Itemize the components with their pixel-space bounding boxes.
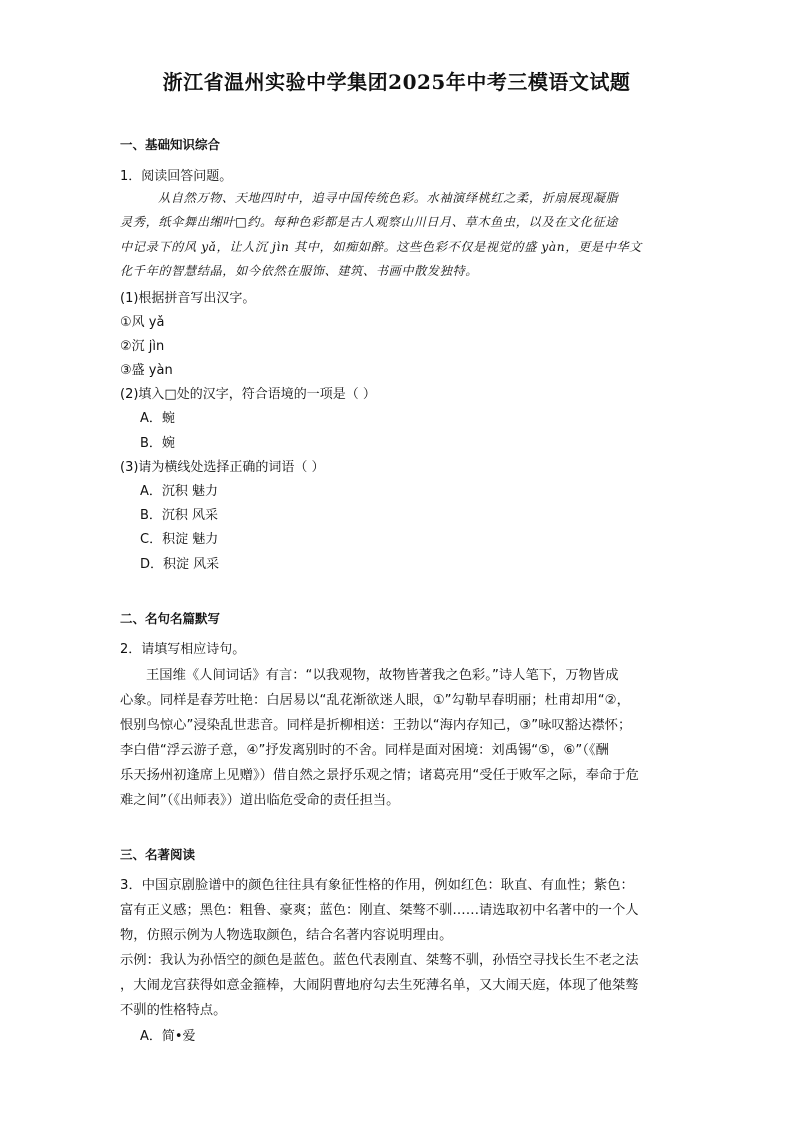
question-1-stem: 1．阅读回答问题。 [120,169,233,184]
q3-para-line-4: 示例：我认为孙悟空的颜色是蓝色。蓝色代表刚直、桀骜不驯，孙悟空寻找长生不老之法 [120,953,639,968]
sub3-option-a: A．沉积 魅力 [140,484,219,499]
passage-line-2: 灵秀，纸伞舞出缃叶□约。每种色彩都是古人观察山川日月、草木鱼虫，以及在文化征途 [120,215,619,229]
pinyin-item-2: ②沉 jìn [120,339,165,354]
q3-para-line-5: ，大闹龙宫获得如意金箍棒，大闹阴曹地府勾去生死薄名单，又大闹天庭，体现了他桀骜 [120,978,639,993]
q2-para-line-1: 王国维《人间词话》有言：“以我观物，故物皆著我之色彩。”诗人笔下，万物皆成 [146,668,619,683]
passage-line-1: 从自然万物、天地四时中，追寻中国传统色彩。水袖演绎桃红之柔，折扇展现凝脂 [158,191,619,205]
sub2-option-b: B．婉 [140,436,175,451]
pinyin-item-1: ①风 yǎ [120,315,165,330]
q2-para-line-4: 李白借“浮云游子意，④”抒发离别时的不舍。同样是面对困境：刘禹锡“⑤，⑥”（《酬 [120,743,609,758]
q2-para-line-3: 恨别鸟惊心”浸染乱世悲音。同样是折柳相送：王勃以“海内存知己，③”咏叹豁达襟怀； [120,718,632,733]
q3-para-line-3: 物，仿照示例为人物选取颜色，结合名著内容说明理由。 [120,928,453,943]
section-heading-1: 一、基础知识综合 [120,137,221,152]
q3-para-line-1: 3．中国京剧脸谱中的颜色往往具有象征性格的作用，例如红色：耿直、有血性；紫色： [120,878,634,893]
sub3-option-b: B．沉积 风采 [140,508,219,523]
sub3-option-c: C．积淀 魅力 [140,532,219,547]
section-heading-3: 三、名著阅读 [120,847,196,862]
sub2-option-a: A．蜿 [140,411,175,426]
question-2-stem: 2．请填写相应诗句。 [120,642,246,657]
q2-para-line-5: 乐天扬州初逢席上见赠》）借自然之景抒乐观之情；诸葛亮用“受任于败军之际，奉命于危 [120,768,639,783]
q3-para-line-2: 富有正义感；黑色：粗鲁、豪爽；蓝色：刚直、桀骜不驯……请选取初中名著中的一个人 [120,903,639,918]
passage-line-3: 中记录下的风 yǎ，让人沉 jìn 其中，如痴如醉。这些色彩不仅是视觉的盛 yàn，更是中华文 [120,240,642,254]
q3-option-a: A．简•爱 [140,1029,196,1044]
q2-para-line-6: 难之间”（《出师表》）道出临危受命的责任担当。 [120,793,400,808]
q2-para-line-2: 心象。同样是春芳吐艳：白居易以“乱花渐欲迷人眼，①”勾勒早春明丽；杜甫却用“②， [120,693,630,708]
page-title: 浙江省温州实验中学集团2025年中考三模语文试题 [162,70,631,94]
q3-para-line-6: 不驯的性格特点。 [120,1003,227,1018]
subquestion-3: (3)请为横线处选择正确的词语（ ） [120,460,325,475]
sub3-option-d: D．积淀 风采 [140,557,220,572]
pinyin-item-3: ③盛 yàn [120,363,173,378]
subquestion-2: (2)填入□处的汉字，符合语境的一项是（ ） [120,387,376,402]
passage-line-4: 化千年的智慧结晶，如今依然在服饰、建筑、书画中散发独特。 [120,264,479,278]
section-heading-2: 二、名句名篇默写 [120,611,221,626]
subquestion-1: (1)根据拼音写出汉字。 [120,291,256,306]
